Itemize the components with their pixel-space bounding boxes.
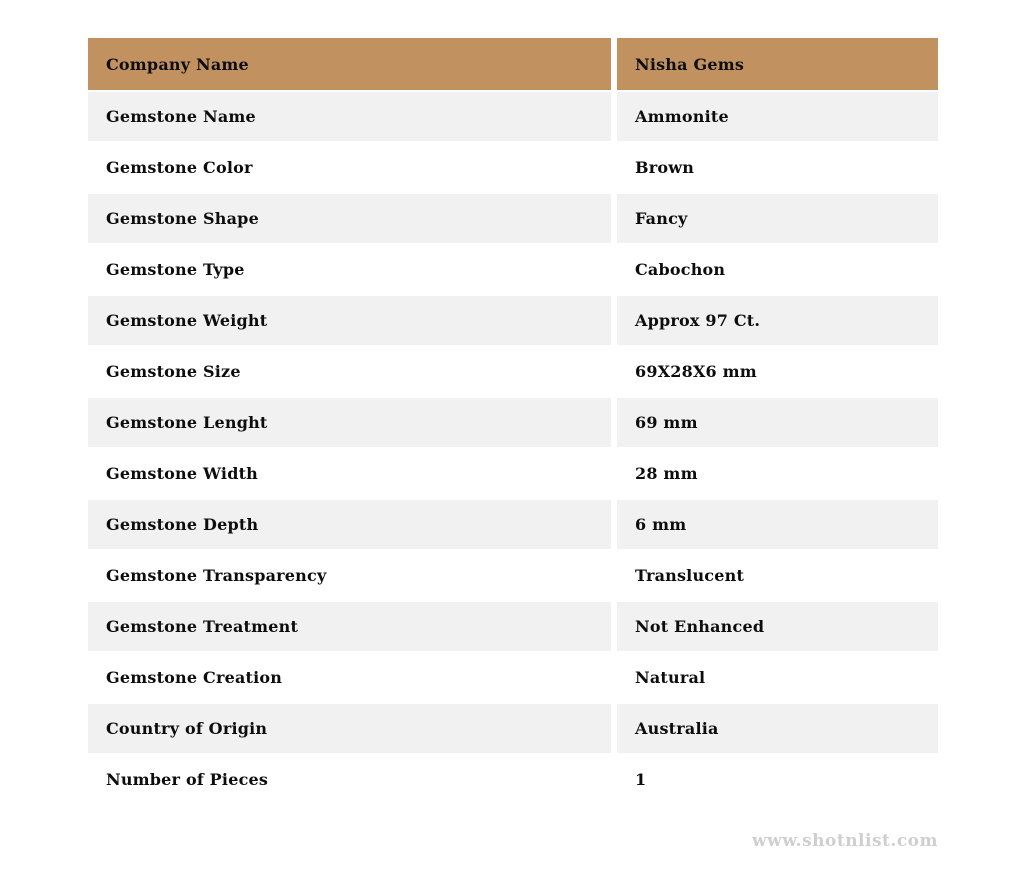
row-label: Gemstone Depth [88, 500, 611, 549]
watermark-text: www.shotnlist.com [751, 831, 938, 851]
row-value: 69 mm [617, 398, 938, 447]
row-value: Brown [617, 143, 938, 192]
row-label: Gemstone Treatment [88, 602, 611, 651]
table-row [88, 245, 938, 294]
table-row [88, 194, 938, 243]
table-row [88, 704, 938, 753]
row-label: Gemstone Transparency [88, 551, 611, 600]
row-label: Gemstone Lenght [88, 398, 611, 447]
row-value: Translucent [617, 551, 938, 600]
row-value: Cabochon [617, 245, 938, 294]
row-label: Gemstone Color [88, 143, 611, 192]
row-value: Approx 97 Ct. [617, 296, 938, 345]
row-value: Ammonite [617, 92, 938, 141]
row-value: Australia [617, 704, 938, 753]
row-label: Gemstone Weight [88, 296, 611, 345]
row-value: 28 mm [617, 449, 938, 498]
table-row [88, 602, 938, 651]
gemstone-spec-table [88, 38, 938, 806]
row-label: Number of Pieces [88, 755, 611, 804]
table-row [88, 143, 938, 192]
row-label: Country of Origin [88, 704, 611, 753]
row-label: Gemstone Width [88, 449, 611, 498]
row-label: Gemstone Name [88, 92, 611, 141]
row-label: Gemstone Size [88, 347, 611, 396]
table-row [88, 347, 938, 396]
table-row [88, 755, 938, 804]
table-row [88, 500, 938, 549]
row-label: Gemstone Creation [88, 653, 611, 702]
row-value: Fancy [617, 194, 938, 243]
table-row [88, 551, 938, 600]
header-label-cell: Company Name [88, 38, 611, 90]
table-row [88, 92, 938, 141]
row-value: 69X28X6 mm [617, 347, 938, 396]
table-row [88, 449, 938, 498]
table-header-row [88, 38, 938, 90]
table-row [88, 653, 938, 702]
table-row [88, 296, 938, 345]
header-value-cell: Nisha Gems [617, 38, 938, 90]
table-row [88, 398, 938, 447]
row-value: Not Enhanced [617, 602, 938, 651]
row-value: 6 mm [617, 500, 938, 549]
row-value: Natural [617, 653, 938, 702]
row-label: Gemstone Type [88, 245, 611, 294]
row-label: Gemstone Shape [88, 194, 611, 243]
row-value: 1 [617, 755, 938, 804]
